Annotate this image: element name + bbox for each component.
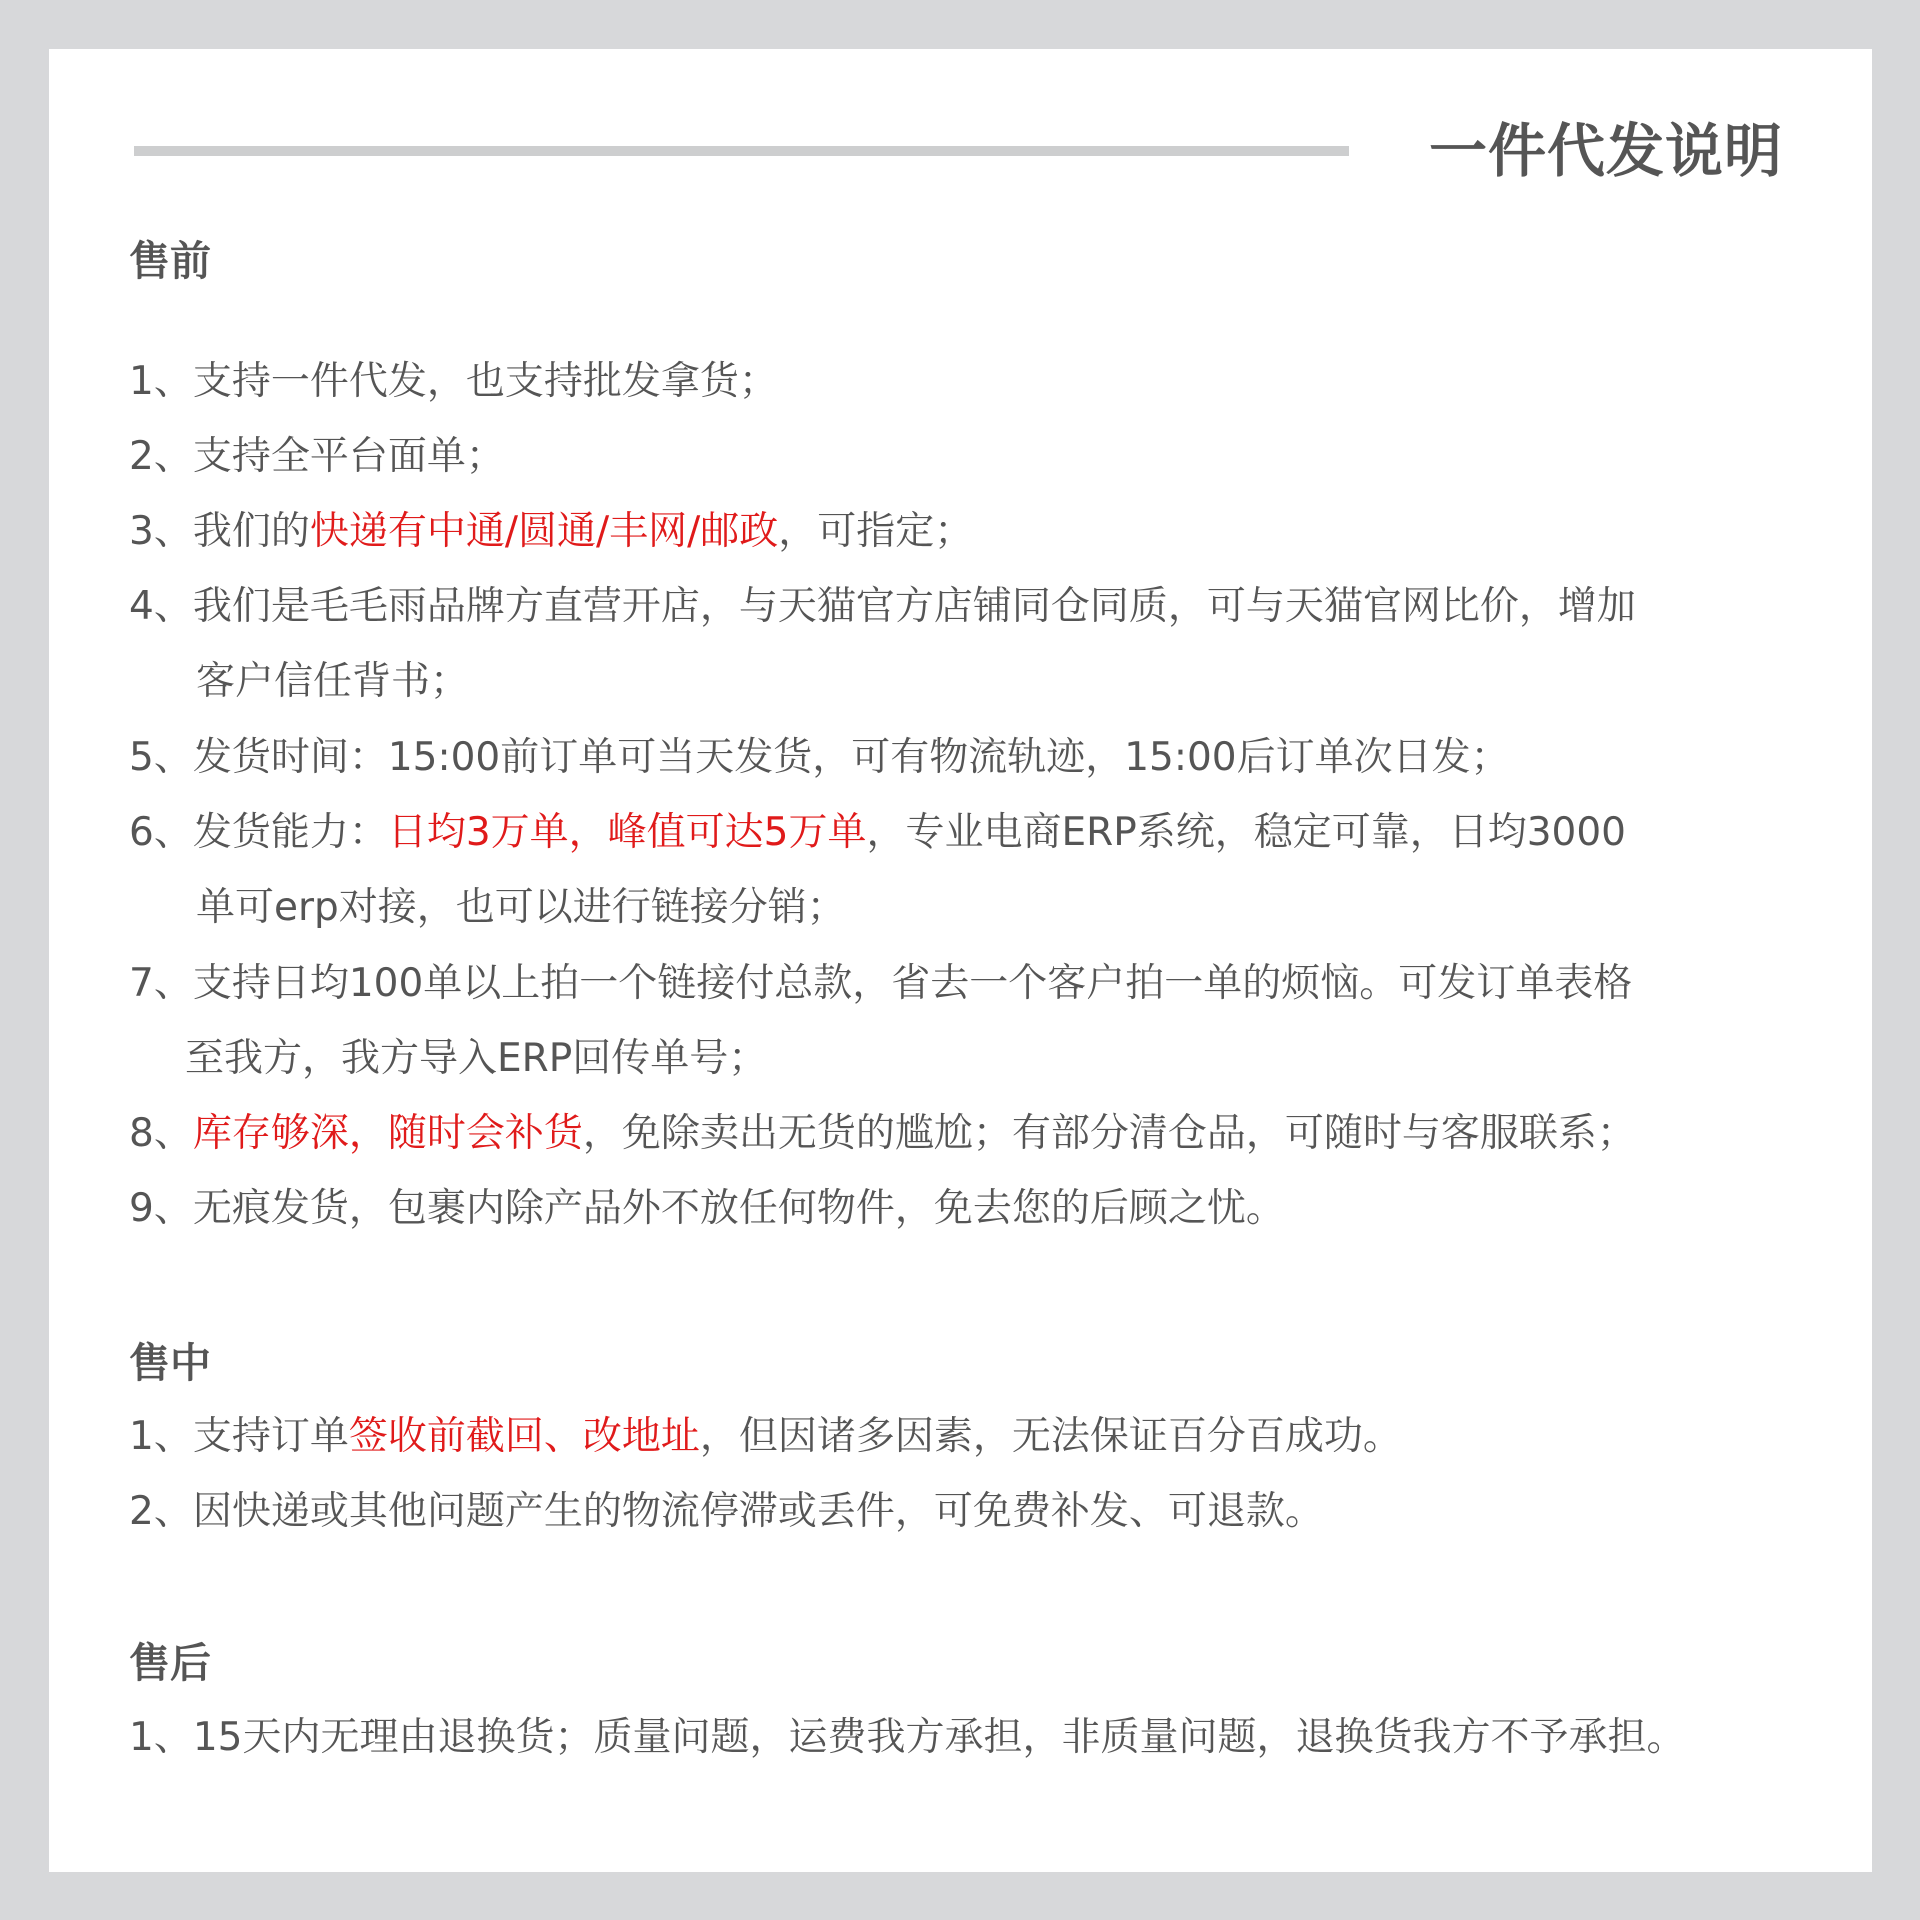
presale-item-8-highlight: 库存够深，随时会补货 <box>192 1111 583 1156</box>
presale-item-5: 5、发货时间：15:00前订单可当天发货，可有物流轨迹，15:00后订单次日发； <box>129 735 1510 780</box>
presale-item-6-line-2: 单可erp对接，也可以进行链接分销； <box>196 885 846 930</box>
presale-item-3-highlight: 快递有中通/圆通/丰网/邮政 <box>309 509 779 554</box>
presale-item-7-line-1: 7、支持日均100单以上拍一个链接付总款，省去一个客户拍一单的烦恼。可发订单表格 <box>129 961 1633 1006</box>
presale-item-2: 2、支持全平台面单； <box>129 434 505 479</box>
presale-item-4-line-1: 4、我们是毛毛雨品牌方直营开店，与天猫官方店铺同仓同质，可与天猫官网比价，增加 <box>129 584 1636 629</box>
insale-item-1-prefix: 1、支持订单 <box>129 1414 349 1459</box>
presale-item-9: 9、无痕发货，包裹内除产品外不放任何物件，免去您的后顾之忧。 <box>129 1186 1285 1231</box>
document-card <box>49 49 1872 1872</box>
insale-item-1-suffix: ，但因诸多因素，无法保证百分百成功。 <box>699 1414 1402 1459</box>
page-title: 一件代发说明 <box>1429 117 1784 185</box>
presale-item-8-suffix: ，免除卖出无货的尴尬；有部分清仓品，可随时与客服联系； <box>582 1111 1636 1156</box>
presale-item-6-prefix: 6、发货能力： <box>129 810 388 855</box>
insale-item-1-highlight: 签收前截回、改地址 <box>348 1414 700 1459</box>
presale-heading: 售前 <box>129 237 211 285</box>
title-divider <box>134 146 1349 156</box>
insale-item-2: 2、因快递或其他问题产生的物流停滞或丢件，可免费补发、可退款。 <box>129 1489 1324 1534</box>
aftersale-heading: 售后 <box>129 1639 211 1687</box>
presale-item-4-line-2: 客户信任背书； <box>196 659 470 704</box>
presale-item-6-highlight: 日均3万单，峰值可达5万单 <box>387 810 867 855</box>
insale-item-1 <box>129 1411 1402 1463</box>
presale-item-6-suffix: ，专业电商ERP系统，稳定可靠，日均3000 <box>866 810 1626 855</box>
presale-item-1: 1、支持一件代发，也支持批发拿货； <box>129 359 778 404</box>
presale-item-8 <box>129 1108 1636 1160</box>
presale-item-3-suffix: ，可指定； <box>778 509 974 554</box>
presale-item-8-prefix: 8、 <box>129 1111 193 1156</box>
presale-item-3-prefix: 3、我们的 <box>129 509 310 554</box>
presale-item-7-line-2: 至我方，我方导入ERP回传单号； <box>185 1036 768 1081</box>
aftersale-item-1: 1、15天内无理由退换货；质量问题，运费我方承担，非质量问题，退换货我方不予承担。 <box>129 1715 1686 1760</box>
presale-item-3 <box>129 506 973 558</box>
presale-item-6 <box>129 807 1626 859</box>
insale-heading: 售中 <box>129 1339 211 1387</box>
